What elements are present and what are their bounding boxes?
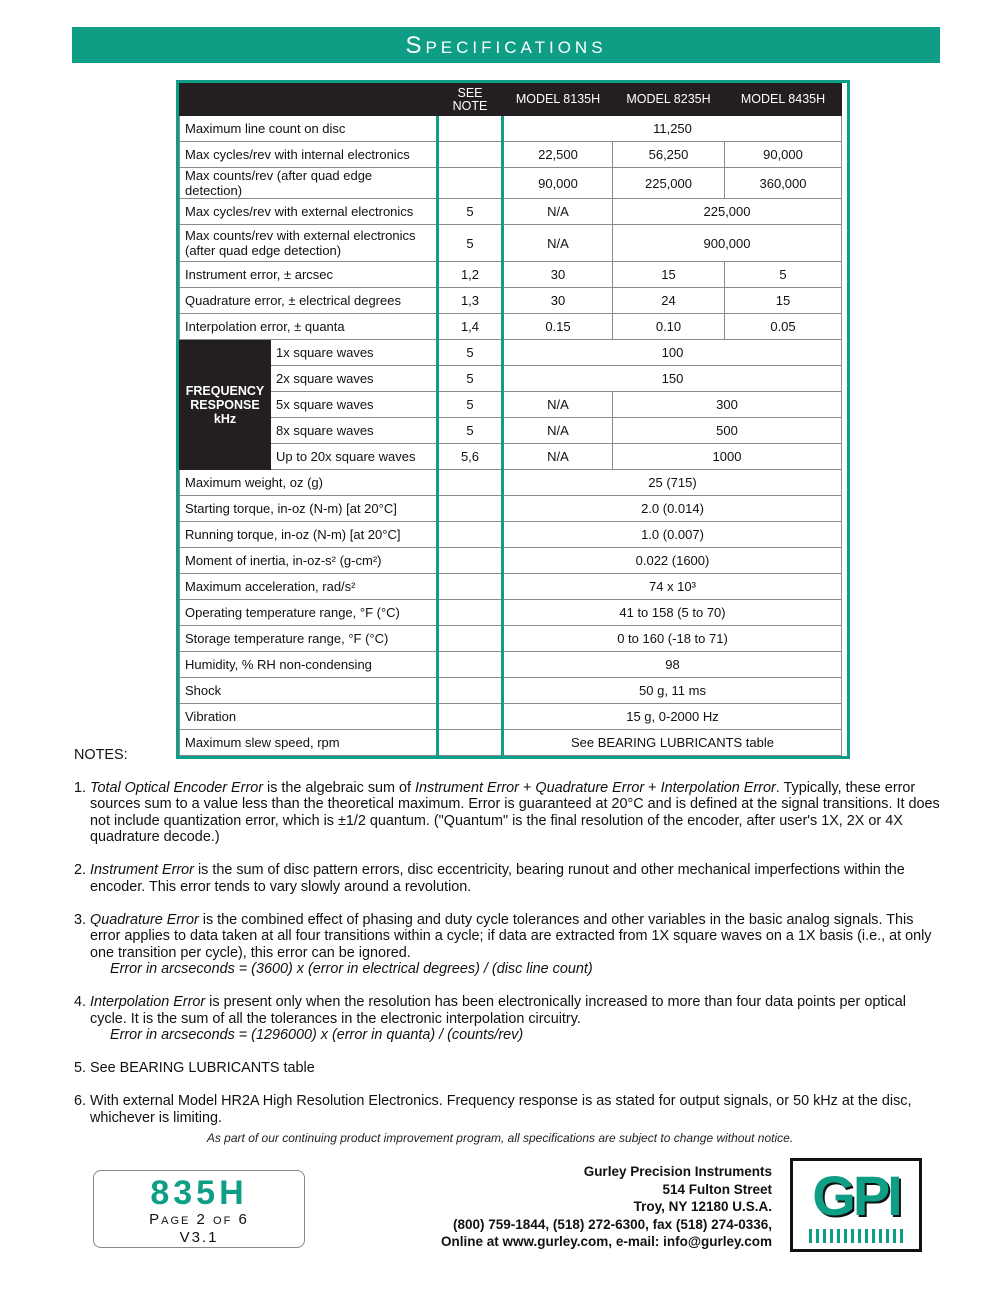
row-label: Starting torque, in-oz (N-m) [at 20°C] xyxy=(180,496,438,522)
value-all-models: 74 x 10³ xyxy=(503,574,842,600)
note-number: 5. xyxy=(74,1060,87,1076)
online-contact: Online at www.gurley.com, e-mail: info@gurley.com xyxy=(441,1234,772,1249)
table-row xyxy=(180,142,842,168)
row-note xyxy=(438,168,503,199)
note-4 xyxy=(74,994,942,1044)
row-label: Max counts/rev (after quad edge detection) xyxy=(180,168,438,199)
row-label: Running torque, in-oz (N-m) [at 20°C] xyxy=(180,522,438,548)
value-all-models: 0.022 (1600) xyxy=(503,548,842,574)
header-blank xyxy=(180,84,438,116)
row-note xyxy=(438,600,503,626)
value-models-2-3: 225,000 xyxy=(613,199,842,225)
row-label: Interpolation error, ± quanta xyxy=(180,314,438,340)
row-note xyxy=(438,574,503,600)
row-note xyxy=(438,704,503,730)
table-row xyxy=(180,444,842,470)
value-model-2: 56,250 xyxy=(613,142,725,168)
table-row xyxy=(180,522,842,548)
table-row xyxy=(180,392,842,418)
note-term: Interpolation Error xyxy=(90,994,206,1010)
table-row xyxy=(180,340,842,366)
table-row xyxy=(180,704,842,730)
table-row xyxy=(180,418,842,444)
row-label: Moment of inertia, in-oz-s² (g-cm²) xyxy=(180,548,438,574)
value-model-1: 90,000 xyxy=(503,168,613,199)
row-label: Operating temperature range, °F (°C) xyxy=(180,600,438,626)
row-label: Maximum slew speed, rpm xyxy=(180,730,438,756)
note-text: is the sum of disc pattern errors, disc eccentricity, bearing runout and other mechanical imperfections within the encoder. This error tends to vary slowly around a revolution. xyxy=(90,862,905,895)
row-label: Vibration xyxy=(180,704,438,730)
table-row xyxy=(180,262,842,288)
model-number: 835H xyxy=(150,1174,248,1212)
value-model-1: N/A xyxy=(503,199,613,225)
company-name: Gurley Precision Instruments xyxy=(583,1164,772,1179)
row-label: Quadrature error, ± electrical degrees xyxy=(180,288,438,314)
page-indicator: Page 2 of 6 xyxy=(149,1211,249,1228)
value-model-3: 90,000 xyxy=(725,142,842,168)
value-model-2: 15 xyxy=(613,262,725,288)
row-label: 2x square waves xyxy=(271,366,438,392)
phone-fax: (800) 759-1844, (518) 272-6300, fax (518) 274-0336, xyxy=(453,1216,772,1232)
table-row xyxy=(180,168,842,199)
note-number: 1. xyxy=(74,779,87,796)
note-2 xyxy=(74,862,942,895)
model-badge xyxy=(93,1170,305,1248)
table-row xyxy=(180,678,842,704)
row-note xyxy=(438,652,503,678)
table-row xyxy=(180,366,842,392)
row-note: 5 xyxy=(438,366,503,392)
value-all-models: 15 g, 0-2000 Hz xyxy=(503,704,842,730)
note-number: 6. xyxy=(74,1093,87,1109)
value-all-models: See BEARING LUBRICANTS table xyxy=(503,730,842,756)
note-formula: Error in arcseconds = (3600) x (error in electrical degrees) / (disc line count) xyxy=(110,961,593,977)
row-note: 5 xyxy=(438,199,503,225)
value-models-2-3: 500 xyxy=(613,418,842,444)
value-model-1: N/A xyxy=(503,418,613,444)
note-text: is present only when the resolution has been electronically increased to more than four data points per optical cycle. It is the sum of all the tolerances in the electronic interpolation circuitry. xyxy=(90,994,906,1027)
row-note: 5 xyxy=(438,392,503,418)
row-label: Max counts/rev with external electronics (after quad edge detection) xyxy=(180,225,438,262)
row-label: Up to 20x square waves xyxy=(271,444,438,470)
value-model-1: 22,500 xyxy=(503,142,613,168)
value-models-2-3: 1000 xyxy=(613,444,842,470)
table-row xyxy=(180,496,842,522)
row-note xyxy=(438,548,503,574)
row-label: Maximum acceleration, rad/s² xyxy=(180,574,438,600)
value-all-models: 100 xyxy=(503,340,842,366)
row-label: 1x square waves xyxy=(271,340,438,366)
table-row xyxy=(180,548,842,574)
note-text: With external Model HR2A High Resolution Electronics. Frequency response is as stated for output signals, or 50 kHz at the disc, whichever is limiting. xyxy=(90,1093,912,1126)
note-text: is the algebraic sum of xyxy=(263,779,416,796)
row-label: Max cycles/rev with internal electronics xyxy=(180,142,438,168)
value-model-3: 15 xyxy=(725,288,842,314)
row-note xyxy=(438,142,503,168)
value-all-models: 1.0 (0.007) xyxy=(503,522,842,548)
section-title-banner: Specifications xyxy=(72,27,940,63)
logo-stripes xyxy=(809,1229,905,1243)
note-text: + xyxy=(644,779,661,796)
value-all-models: 41 to 158 (5 to 70) xyxy=(503,600,842,626)
value-model-3: 5 xyxy=(725,262,842,288)
note-term: Instrument Error xyxy=(90,862,194,878)
value-all-models: 150 xyxy=(503,366,842,392)
notes-header: NOTES: xyxy=(74,747,128,763)
note-5 xyxy=(74,1060,942,1077)
row-label: Storage temperature range, °F (°C) xyxy=(180,626,438,652)
note-formula: Error in arcseconds = (1296000) x (error in quanta) / (counts/rev) xyxy=(110,1027,524,1043)
row-note: 5,6 xyxy=(438,444,503,470)
note-text: . Typically, these error sources sum to a value less than the theoretical maximum. Error is guaranteed at 20°C and is defined at the signal transitions. It does not include quantization error, which is ±1/2 quantum. ("Quantum" is the final resolution of the encoder, after user's 1X, 2X or 4X quadrature decode.) xyxy=(90,779,940,845)
row-note xyxy=(438,522,503,548)
gpi-logo xyxy=(790,1158,922,1252)
note-text: See BEARING LUBRICANTS table xyxy=(90,1060,315,1076)
note-term: Total Optical Encoder Error xyxy=(90,779,264,796)
notes-section xyxy=(74,747,942,1143)
row-label: Shock xyxy=(180,678,438,704)
value-all-models: 25 (715) xyxy=(503,470,842,496)
row-note: 5 xyxy=(438,340,503,366)
specifications-table xyxy=(176,80,850,759)
note-number: 4. xyxy=(74,994,87,1010)
city-address: Troy, NY 12180 U.S.A. xyxy=(633,1199,772,1214)
row-note: 1,3 xyxy=(438,288,503,314)
value-model-3: 0.05 xyxy=(725,314,842,340)
value-model-1: 0.15 xyxy=(503,314,613,340)
note-1 xyxy=(74,780,942,846)
row-note: 1,2 xyxy=(438,262,503,288)
row-label: 8x square waves xyxy=(271,418,438,444)
disclaimer: As part of our continuing product improvement program, all specifications are subject to change without notice. xyxy=(206,1131,794,1145)
row-note xyxy=(438,626,503,652)
note-term: Instrument Error xyxy=(415,779,519,796)
header-model-3: MODEL 8435H xyxy=(725,84,842,116)
value-all-models: 0 to 160 (-18 to 71) xyxy=(503,626,842,652)
row-note xyxy=(438,470,503,496)
row-note: 5 xyxy=(438,418,503,444)
table-row xyxy=(180,470,842,496)
row-note xyxy=(438,496,503,522)
table-row xyxy=(180,652,842,678)
note-text: + xyxy=(518,779,536,796)
value-all-models: 50 g, 11 ms xyxy=(503,678,842,704)
value-model-1: N/A xyxy=(503,392,613,418)
value-model-2: 24 xyxy=(613,288,725,314)
table-header-row xyxy=(180,84,842,116)
header-model-2: MODEL 8235H xyxy=(613,84,725,116)
value-model-1: N/A xyxy=(503,444,613,470)
table-row xyxy=(180,314,842,340)
value-models-2-3: 300 xyxy=(613,392,842,418)
table-row xyxy=(180,574,842,600)
note-term: Interpolation Error xyxy=(660,779,776,796)
value-model-1: N/A xyxy=(503,225,613,262)
value-all-models: 98 xyxy=(503,652,842,678)
row-label: Max cycles/rev with external electronics xyxy=(180,199,438,225)
table-row xyxy=(180,626,842,652)
value-model-1: 30 xyxy=(503,262,613,288)
value-model-1: 30 xyxy=(503,288,613,314)
row-label: Maximum line count on disc xyxy=(180,116,438,142)
note-text: is the combined effect of phasing and duty cycle tolerances and other variables in the basic analog signals. This error applies to data taken at all four transitions within a cycle; if data are extracted from 1X square waves on a 1X basis (i.e., at only one transition per cycle), this error can be ignored. xyxy=(90,911,932,961)
value-model-2: 225,000 xyxy=(613,168,725,199)
row-note xyxy=(438,678,503,704)
frequency-response-label: FREQUENCY RESPONSE kHz xyxy=(180,340,271,470)
note-6 xyxy=(74,1093,942,1126)
row-label: 5x square waves xyxy=(271,392,438,418)
header-model-1: MODEL 8135H xyxy=(503,84,613,116)
street-address: 514 Fulton Street xyxy=(662,1181,772,1197)
value-model-3: 360,000 xyxy=(725,168,842,199)
note-term: Quadrature Error xyxy=(535,779,645,796)
company-address xyxy=(441,1163,772,1251)
header-see-note: SEE NOTE xyxy=(438,84,503,116)
value-all-models: 11,250 xyxy=(503,116,842,142)
table-row xyxy=(180,600,842,626)
note-term: Quadrature Error xyxy=(90,911,199,928)
row-note: 5 xyxy=(438,225,503,262)
table-row xyxy=(180,116,842,142)
table-row xyxy=(180,288,842,314)
value-all-models: 2.0 (0.014) xyxy=(503,496,842,522)
value-models-2-3: 900,000 xyxy=(613,225,842,262)
value-model-2: 0.10 xyxy=(613,314,725,340)
note-3 xyxy=(74,912,942,978)
row-label: Maximum weight, oz (g) xyxy=(180,470,438,496)
note-number: 3. xyxy=(74,911,87,928)
row-label: Instrument error, ± arcsec xyxy=(180,262,438,288)
table-row xyxy=(180,225,842,262)
note-number: 2. xyxy=(74,862,87,878)
version-label: V3.1 xyxy=(179,1229,219,1246)
row-note: 1,4 xyxy=(438,314,503,340)
table-row xyxy=(180,199,842,225)
row-note xyxy=(438,116,503,142)
gpi-logo-text: GPI xyxy=(812,1164,900,1227)
row-label: Humidity, % RH non-condensing xyxy=(180,652,438,678)
